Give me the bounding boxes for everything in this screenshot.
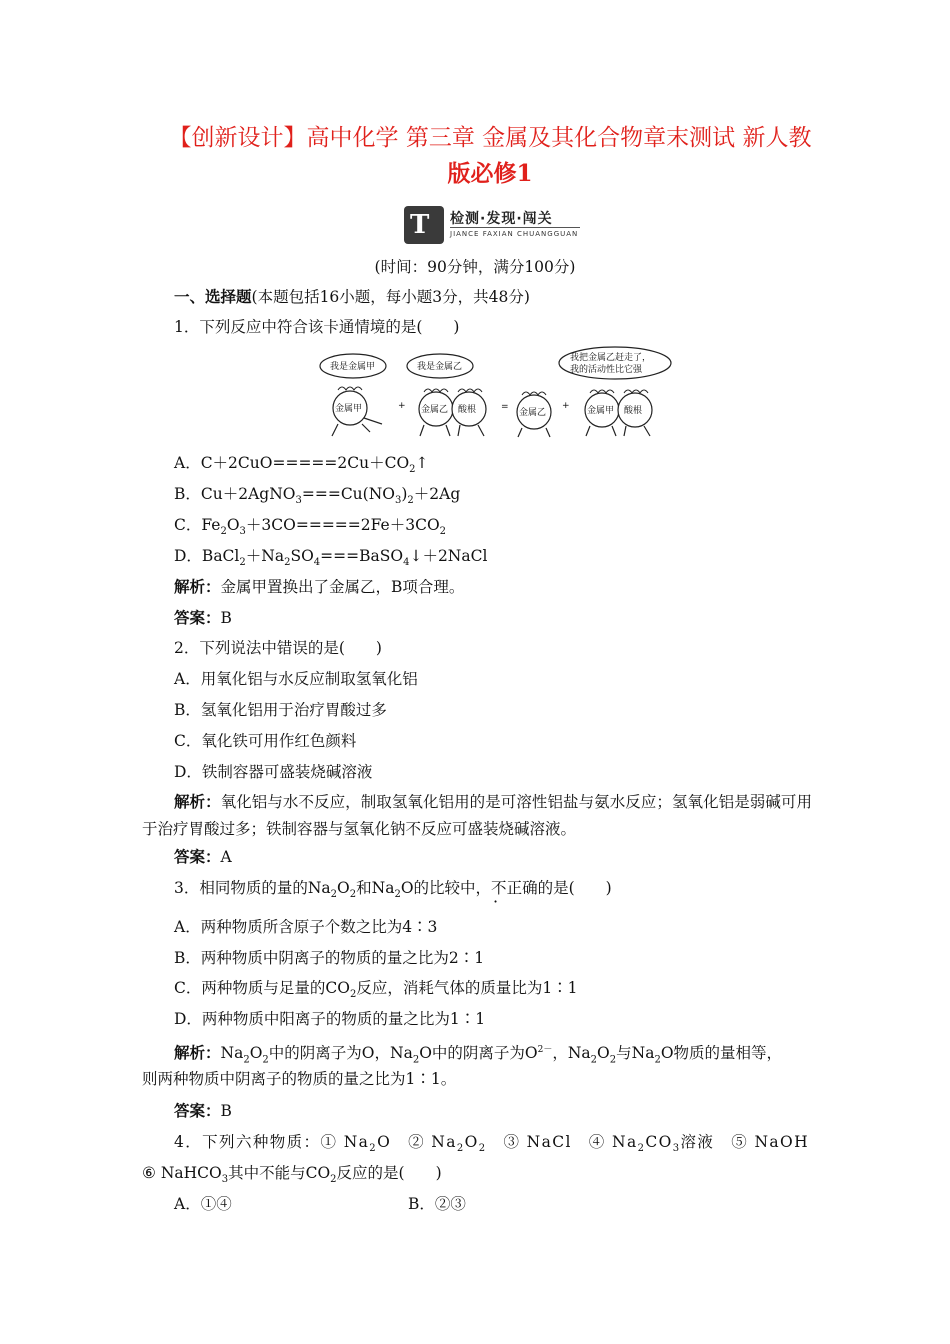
q2-stem: 2．下列说法中错误的是( )	[174, 639, 382, 657]
q2-option-b: B．氢氧化铝用于治疗胃酸过多	[174, 701, 387, 719]
ball-4b-label: 酸根	[624, 406, 643, 416]
badge-subtitle: JIANCE FAXIAN CHUANGGUAN	[450, 230, 579, 238]
title-line-2: 版必修1	[447, 160, 533, 187]
q1-option-c: C．$Fe_2O_3+3CO=====2Fe+3CO_2$	[174, 516, 447, 538]
q4-option-a: A．①④	[174, 1195, 232, 1213]
badge-divider	[450, 227, 580, 228]
q3-stem: 3．相同物质的量的$Na_2O_2$和$Na_2O$的比较中，不正确的是( )	[174, 879, 612, 901]
ball-2a-label: 金属乙	[421, 405, 449, 415]
bubble-3-text-b: 我的活动性比它强	[570, 365, 643, 375]
q4-stem-line1: 4．下列六种物质：① $Na_2O$ ② $Na_2O_2$ ③ NaCl ④ $Na_2CO_3$溶液 ⑤ NaOH	[174, 1133, 810, 1155]
q2-option-d: D．铁制容器可盛装烧碱溶液	[174, 763, 373, 781]
ball-3-label: 金属乙	[519, 408, 547, 418]
q1-option-a: A．$C+2CuO=====2Cu+CO_2↑$	[174, 454, 429, 476]
cartoon-illustration	[318, 346, 673, 441]
plus-sign-2: +	[562, 401, 570, 411]
equals-sign: =	[501, 402, 509, 412]
q2-option-a: A．用氧化铝与水反应制取氢氧化铝	[174, 670, 418, 688]
q1-explanation: 解析：金属甲置换出了金属乙，B项合理。	[174, 577, 465, 596]
q2-answer: 答案：A	[174, 847, 232, 866]
document-title	[150, 120, 830, 192]
q1-option-b: B．$Cu+2AgNO_3===Cu(NO_3)_2+2Ag$	[174, 485, 461, 507]
q1-option-d: D．$BaCl_2+Na_2SO_4===BaSO_4↓+2NaCl$	[174, 547, 488, 569]
badge-logo-icon: T	[404, 206, 444, 244]
section-heading: 一、选择题(本题包括16小题，每小题3分，共48分)	[174, 287, 530, 306]
bubble-2-text: 我是金属乙	[417, 362, 463, 372]
q3-explanation-line2: 则两种物质中阴离子的物质的量之比为1∶1。	[142, 1070, 457, 1088]
ball-4a-label: 金属甲	[587, 406, 615, 416]
ball-1-label: 金属甲	[335, 404, 363, 414]
title-line-1: 【创新设计】高中化学 第三章 金属及其化合物章末测试 新人教	[168, 125, 812, 151]
q4-option-b: B．②③	[408, 1195, 466, 1213]
time-note: (时间：90分钟，满分100分)	[374, 258, 576, 276]
q3-option-c: C．两种物质与足量的$CO_2$反应，消耗气体的质量比为1∶1	[174, 979, 578, 1001]
q4-stem-line2: ⑥ NaHCO$_3$其中不能与$CO_2$反应的是( )	[142, 1164, 442, 1186]
q3-option-a: A．两种物质所含原子个数之比为4∶3	[174, 918, 438, 936]
q2-option-c: C．氧化铁可用作红色颜料	[174, 732, 357, 750]
plus-sign-1: +	[398, 401, 406, 411]
bubble-1-text: 我是金属甲	[330, 362, 376, 372]
q3-option-d: D．两种物质中阳离子的物质的量之比为1∶1	[174, 1010, 486, 1028]
section-badge	[404, 206, 584, 246]
bubble-3-text-a: 我把金属乙赶走了，	[570, 353, 652, 363]
ball-2b-label: 酸根	[458, 405, 477, 415]
q2-explanation: 解析：氧化铝与水不反应，制取氢氧化铝用的是可溶性铝盐与氨水反应；氢氧化铝是弱碱可用于治疗胃酸过多；铁制容器与氢氧化钠不反应可盛装烧碱溶液。	[142, 792, 812, 838]
q3-answer: 答案：B	[174, 1101, 232, 1120]
q3-option-b: B．两种物质中阴离子的物质的量之比为2∶1	[174, 949, 485, 967]
q1-stem: 1．下列反应中符合该卡通情境的是( )	[174, 318, 460, 336]
q1-answer: 答案：B	[174, 608, 232, 627]
badge-title: 检测·发现·闯关	[450, 211, 553, 227]
q3-explanation-line1: 解析：$Na_2O_2$中的阴离子为O，$Na_2O$中的阴离子为$O^{2-}$，$Na_2O_2$与$Na_2O$物质的量相等，	[174, 1043, 783, 1066]
